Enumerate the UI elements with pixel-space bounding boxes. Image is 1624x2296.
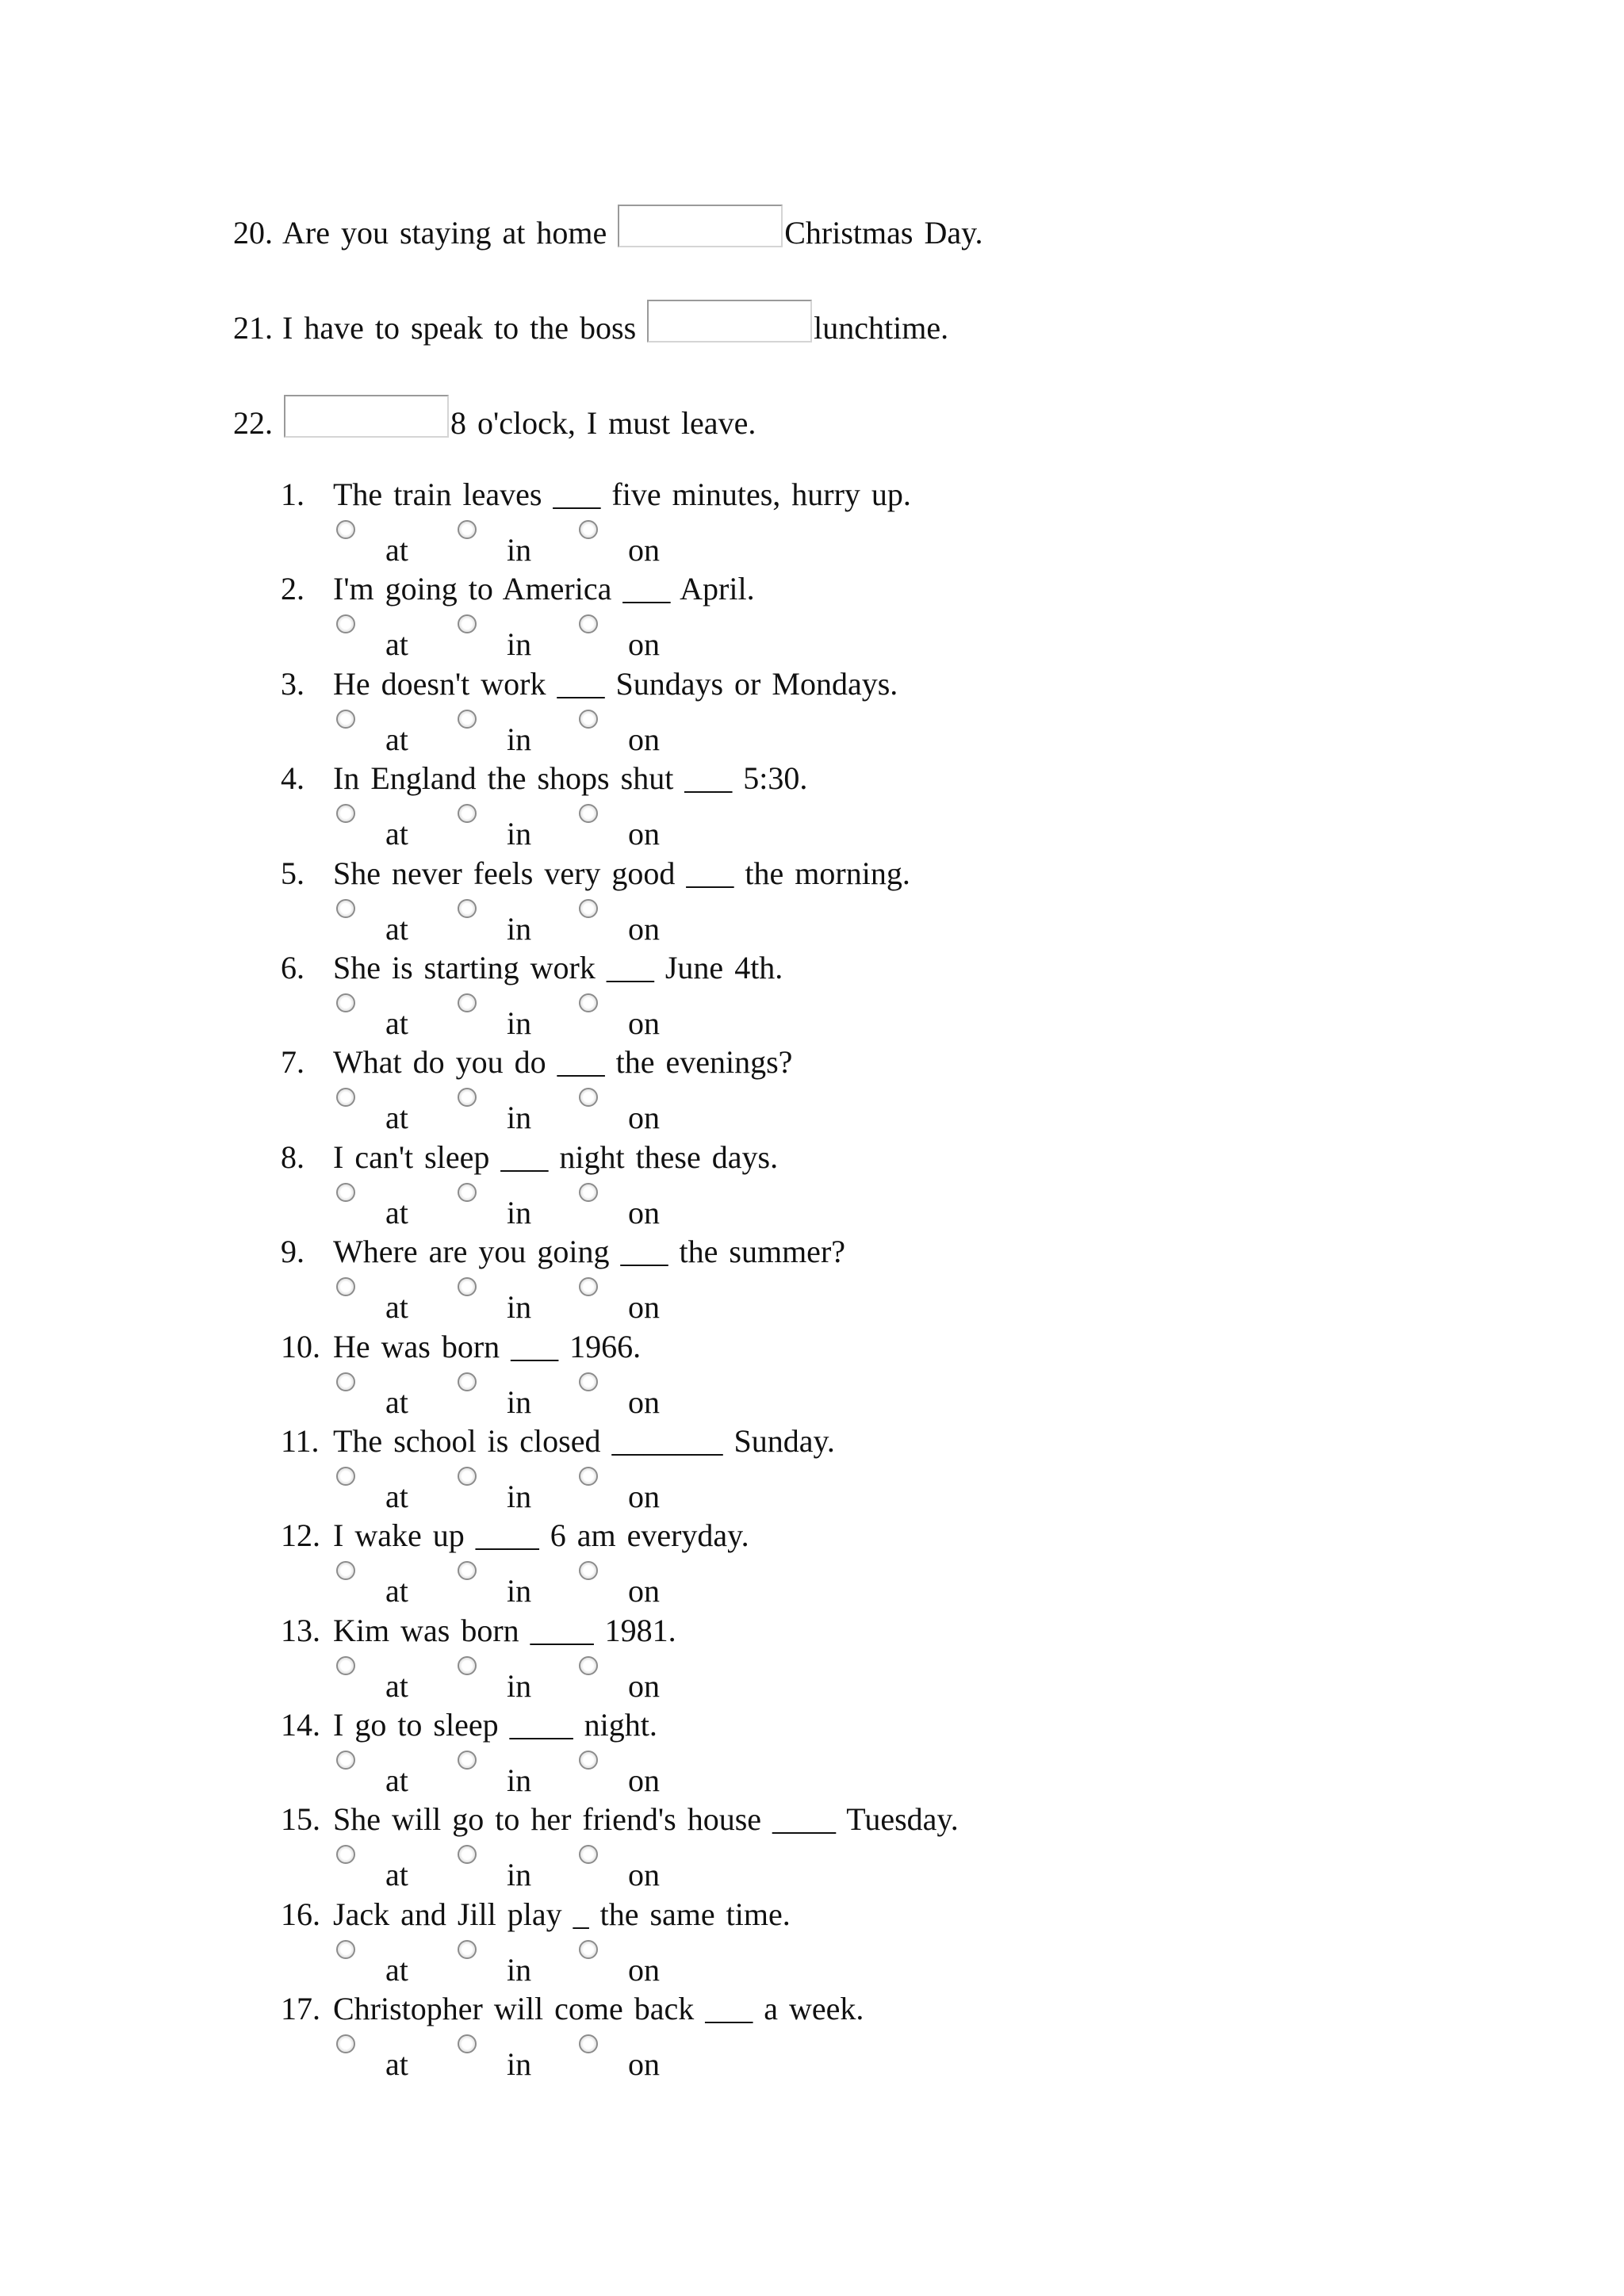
- radio-button[interactable]: [336, 1467, 355, 1486]
- radio-button[interactable]: [336, 1088, 355, 1107]
- option-label: at: [385, 1478, 408, 1514]
- question-line: [281, 476, 911, 514]
- radio-button[interactable]: [579, 1656, 598, 1675]
- question-item: [281, 665, 1391, 760]
- radio-button[interactable]: [579, 1467, 598, 1486]
- question-number: 5.: [281, 855, 304, 891]
- question-text: She never feels very good ___ the morning.: [333, 855, 910, 891]
- option-label: in: [507, 1194, 532, 1230]
- answer-input-20[interactable]: [618, 205, 783, 247]
- question-line: [281, 1233, 845, 1271]
- option-label: on: [628, 1667, 660, 1704]
- radio-button[interactable]: [458, 1372, 477, 1391]
- radio-button[interactable]: [336, 993, 355, 1012]
- radio-button[interactable]: [579, 1845, 598, 1864]
- radio-button[interactable]: [336, 804, 355, 823]
- answer-input-21[interactable]: [647, 300, 812, 342]
- option-label: in: [507, 1857, 532, 1893]
- option-label: on: [628, 1857, 660, 1893]
- question-line: [281, 1706, 657, 1744]
- option-label: at: [385, 626, 408, 663]
- question-number: 13.: [281, 1612, 320, 1648]
- question-item: [281, 1043, 1391, 1138]
- radio-button[interactable]: [336, 1372, 355, 1391]
- question-text: I wake up ____ 6 am everyday.: [333, 1517, 749, 1554]
- radio-button[interactable]: [336, 1751, 355, 1770]
- radio-button[interactable]: [336, 1277, 355, 1296]
- radio-button[interactable]: [579, 899, 598, 918]
- question-text: What do you do ___ the evenings?: [333, 1044, 793, 1081]
- question-item: [281, 1612, 1391, 1706]
- question-number: 12.: [281, 1517, 320, 1554]
- option-label: in: [507, 1004, 532, 1041]
- option-label: at: [385, 1100, 408, 1136]
- question-item: [281, 1233, 1391, 1327]
- option-label: in: [507, 1951, 532, 1988]
- option-label: on: [628, 910, 660, 947]
- radio-button[interactable]: [458, 1467, 477, 1486]
- option-label: at: [385, 1667, 408, 1704]
- radio-button[interactable]: [336, 710, 355, 729]
- option-label: at: [385, 1857, 408, 1893]
- option-label: on: [628, 1004, 660, 1041]
- option-label: on: [628, 1100, 660, 1136]
- question-number: 17.: [281, 1991, 320, 2027]
- radio-button[interactable]: [336, 1940, 355, 1959]
- question-text: Christopher will come back ___ a week.: [333, 1991, 864, 2027]
- option-label: in: [507, 1762, 532, 1799]
- radio-button[interactable]: [579, 1372, 598, 1391]
- option-label: in: [507, 816, 532, 852]
- question-item: [281, 855, 1391, 949]
- option-label: on: [628, 1289, 660, 1326]
- option-label: in: [507, 1383, 532, 1420]
- option-label: on: [628, 1573, 660, 1609]
- question-text: I can't sleep ___ night these days.: [333, 1138, 779, 1175]
- question-line: [281, 1612, 676, 1650]
- radio-button[interactable]: [458, 2034, 477, 2053]
- option-label: at: [385, 1289, 408, 1326]
- radio-button[interactable]: [579, 2034, 598, 2053]
- option-label: on: [628, 1478, 660, 1514]
- question-text: She is starting work ___ June 4th.: [333, 949, 783, 985]
- question-line: [281, 1328, 641, 1366]
- radio-button[interactable]: [458, 993, 477, 1012]
- question-line: [281, 1896, 791, 1934]
- radio-button[interactable]: [579, 710, 598, 729]
- question-text: Kim was born ____ 1981.: [333, 1612, 676, 1648]
- option-label: on: [628, 1194, 660, 1230]
- question-text: Where are you going ___ the summer?: [333, 1234, 846, 1270]
- question-number: 1.: [281, 476, 304, 512]
- radio-button[interactable]: [336, 899, 355, 918]
- question-line: [281, 855, 910, 893]
- radio-button[interactable]: [458, 1845, 477, 1864]
- question-text: The school is closed _______ Sunday.: [333, 1422, 835, 1459]
- question-number: 4.: [281, 760, 304, 797]
- radio-button[interactable]: [458, 1277, 477, 1296]
- question-line: [281, 760, 807, 798]
- fill-in-question-21: [233, 300, 948, 347]
- option-label: in: [507, 721, 532, 757]
- option-label: on: [628, 816, 660, 852]
- option-label: at: [385, 816, 408, 852]
- question-line: [281, 1138, 778, 1177]
- radio-button[interactable]: [458, 1561, 477, 1580]
- radio-button[interactable]: [458, 614, 477, 633]
- option-label: at: [385, 1762, 408, 1799]
- question-item: [281, 1138, 1391, 1233]
- radio-button[interactable]: [336, 1183, 355, 1202]
- question-text-after: lunchtime.: [814, 310, 949, 346]
- radio-button[interactable]: [458, 1656, 477, 1675]
- radio-button[interactable]: [458, 1088, 477, 1107]
- question-text: She will go to her friend's house ____ Tuesday.: [333, 1801, 959, 1838]
- option-label: on: [628, 721, 660, 757]
- option-label: in: [507, 1289, 532, 1326]
- option-label: on: [628, 1762, 660, 1799]
- option-label: in: [507, 532, 532, 568]
- option-label: in: [507, 1100, 532, 1136]
- question-text: I go to sleep ____ night.: [333, 1707, 657, 1743]
- question-item: [281, 476, 1391, 570]
- question-item: [281, 949, 1391, 1043]
- fill-in-question-20: [233, 205, 983, 252]
- question-number: 3.: [281, 665, 304, 702]
- radio-button[interactable]: [458, 899, 477, 918]
- radio-button[interactable]: [336, 1845, 355, 1864]
- question-text: He was born ___ 1966.: [333, 1328, 642, 1364]
- radio-button[interactable]: [336, 2034, 355, 2053]
- radio-button[interactable]: [579, 520, 598, 539]
- question-text: Jack and Jill play _ the same time.: [333, 1896, 791, 1932]
- question-line: [281, 1517, 749, 1555]
- option-label: at: [385, 1573, 408, 1609]
- radio-button[interactable]: [579, 1277, 598, 1296]
- question-number: 14.: [281, 1707, 320, 1743]
- question-text: He doesn't work ___ Sundays or Mondays.: [333, 665, 898, 702]
- radio-button[interactable]: [579, 1751, 598, 1770]
- question-text-before: Are you staying at home: [282, 215, 607, 251]
- option-label: in: [507, 910, 532, 947]
- question-line: [281, 1422, 835, 1460]
- question-item: [281, 1990, 1391, 2084]
- question-number: 22.: [233, 405, 273, 441]
- question-line: [281, 949, 783, 987]
- question-number: 9.: [281, 1234, 304, 1270]
- question-number: 15.: [281, 1801, 320, 1838]
- question-line: [281, 570, 755, 608]
- question-item: [281, 1422, 1391, 1517]
- option-label: on: [628, 1383, 660, 1420]
- fill-in-question-22: [233, 395, 756, 442]
- option-label: in: [507, 626, 532, 663]
- radio-button[interactable]: [458, 520, 477, 539]
- option-label: at: [385, 2046, 408, 2083]
- question-line: [281, 665, 898, 703]
- radio-button[interactable]: [458, 1940, 477, 1959]
- question-item: [281, 760, 1391, 854]
- radio-button[interactable]: [458, 1751, 477, 1770]
- question-number: 2.: [281, 571, 304, 607]
- question-number: 20.: [233, 215, 273, 251]
- question-line: [281, 1990, 864, 2028]
- option-label: at: [385, 1383, 408, 1420]
- option-label: in: [507, 2046, 532, 2083]
- question-text: In England the shops shut ___ 5:30.: [333, 760, 808, 797]
- option-label: on: [628, 2046, 660, 2083]
- radio-button[interactable]: [579, 1561, 598, 1580]
- option-label: at: [385, 1951, 408, 1988]
- radio-button[interactable]: [336, 1561, 355, 1580]
- question-number: 6.: [281, 949, 304, 985]
- radio-button[interactable]: [336, 1656, 355, 1675]
- option-label: in: [507, 1667, 532, 1704]
- question-item: [281, 1328, 1391, 1422]
- question-text: The train leaves ___ five minutes, hurry up.: [333, 476, 911, 512]
- option-label: on: [628, 532, 660, 568]
- multiple-choice-list: [281, 476, 1391, 2085]
- question-number: 16.: [281, 1896, 320, 1932]
- radio-button[interactable]: [579, 1088, 598, 1107]
- radio-button[interactable]: [458, 1183, 477, 1202]
- radio-button[interactable]: [579, 1940, 598, 1959]
- option-label: at: [385, 721, 408, 757]
- option-label: at: [385, 532, 408, 568]
- question-number: 7.: [281, 1044, 304, 1081]
- radio-button[interactable]: [579, 1183, 598, 1202]
- question-text-after: 8 o'clock, I must leave.: [450, 405, 756, 441]
- option-label: at: [385, 1004, 408, 1041]
- question-number: 21.: [233, 310, 273, 346]
- question-item: [281, 1517, 1391, 1611]
- option-label: on: [628, 626, 660, 663]
- question-item: [281, 570, 1391, 664]
- answer-input-22[interactable]: [284, 395, 449, 438]
- question-text-after: Christmas Day.: [784, 215, 983, 251]
- question-item: [281, 1896, 1391, 1990]
- option-label: at: [385, 910, 408, 947]
- question-line: [281, 1043, 792, 1081]
- question-item: [281, 1800, 1391, 1895]
- question-line: [281, 1800, 959, 1839]
- option-label: in: [507, 1573, 532, 1609]
- radio-button[interactable]: [458, 804, 477, 823]
- question-number: 10.: [281, 1328, 320, 1364]
- radio-button[interactable]: [336, 614, 355, 633]
- radio-button[interactable]: [579, 804, 598, 823]
- radio-button[interactable]: [458, 710, 477, 729]
- radio-button[interactable]: [336, 520, 355, 539]
- question-number: 11.: [281, 1422, 320, 1459]
- question-text-before: I have to speak to the boss: [282, 310, 637, 346]
- question-text: I'm going to America ___ April.: [333, 571, 755, 607]
- radio-button[interactable]: [579, 993, 598, 1012]
- option-label: in: [507, 1478, 532, 1514]
- radio-button[interactable]: [579, 614, 598, 633]
- option-label: on: [628, 1951, 660, 1988]
- question-number: 8.: [281, 1138, 304, 1175]
- question-item: [281, 1706, 1391, 1800]
- option-label: at: [385, 1194, 408, 1230]
